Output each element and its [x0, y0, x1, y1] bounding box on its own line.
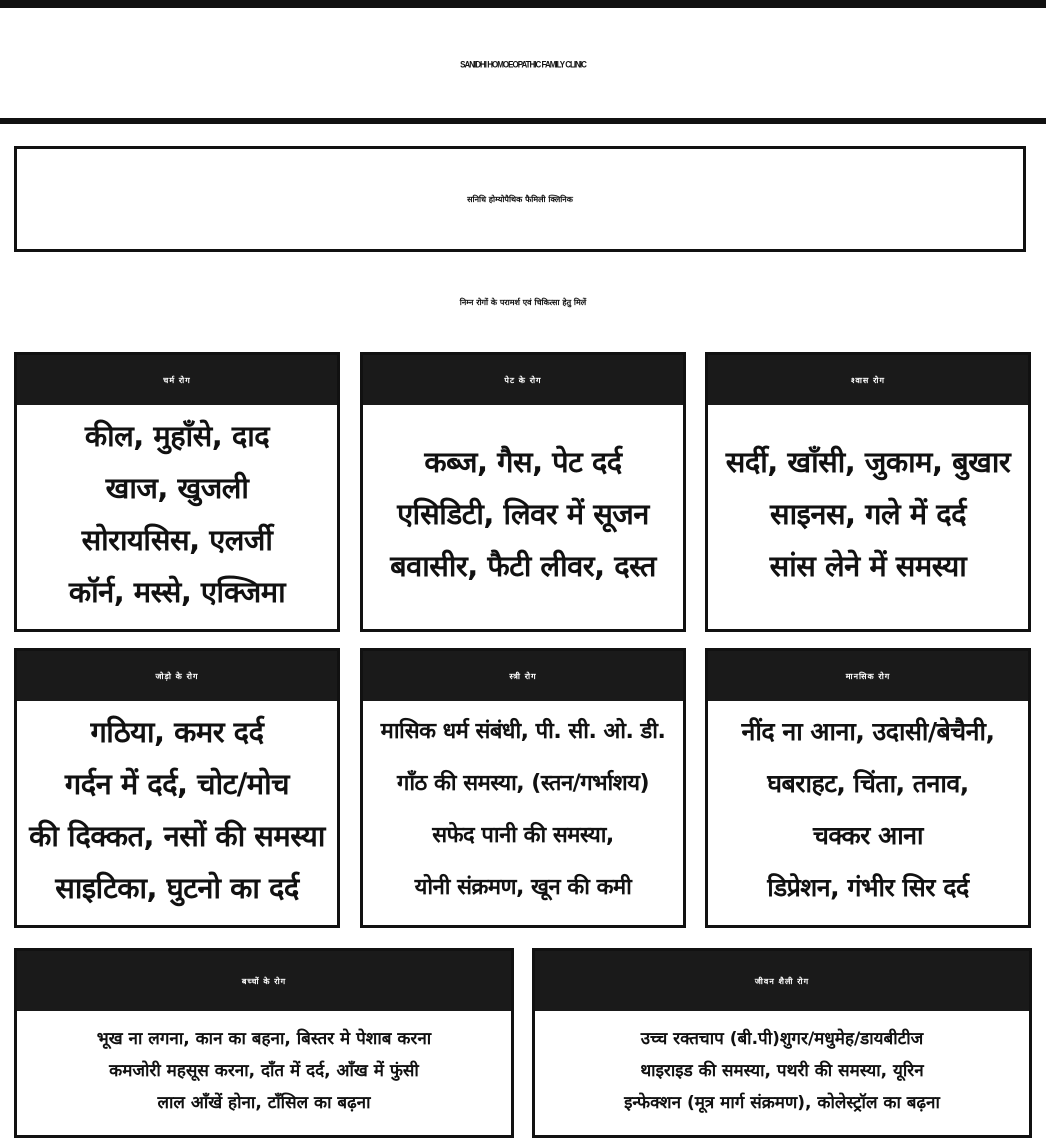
clinic-title-hindi: सनिधि होम्योपैथिक फैमिली क्लिनिक [14, 146, 1026, 252]
card-line: साइटिका, घुटनो का दर्द [55, 871, 299, 905]
card-womens-diseases [360, 648, 686, 928]
card-line: नींद ना आना, उदासी/बेचैनी, [741, 717, 995, 746]
card-joint-diseases [14, 648, 340, 928]
card-line: चक्कर आना [812, 821, 924, 850]
card-title: मानसिक रोग [708, 651, 1028, 701]
card-title: चर्म रोग [17, 355, 337, 405]
card-body [708, 405, 1028, 623]
card-title: जोड़ो के रोग [17, 651, 337, 701]
card-body [363, 701, 683, 919]
card-mental-diseases [705, 648, 1031, 928]
card-line: इन्फेक्शन (मूत्र मार्ग संक्रमण), कोलेस्ट्रॉल का बढ़ना [624, 1093, 940, 1113]
card-line: कील, मुहाँसे, दाद [84, 419, 270, 453]
card-line: साइनस, गले में दर्द [770, 497, 966, 531]
card-line: सोरायसिस, एलर्जी [81, 523, 273, 557]
card-respiratory-diseases [705, 352, 1031, 632]
card-line: सफेद पानी की समस्या, [432, 823, 614, 848]
card-body [708, 701, 1028, 919]
card-title: बच्चों के रोग [17, 951, 511, 1011]
card-skin-diseases [14, 352, 340, 632]
card-line: भूख ना लगना, कान का बहना, बिस्तर मे पेशाब करना [96, 1029, 432, 1049]
card-line: की दिक्कत, नसों की समस्या [29, 819, 325, 853]
card-line: डिप्रेशन, गंभीर सिर दर्द [767, 873, 969, 902]
card-line: घबराहट, चिंता, तनाव, [767, 769, 969, 798]
clinic-title-english: SANIDHI HOMOEOPATHIC FAMILY CLINIC [460, 58, 586, 70]
card-body [535, 1011, 1029, 1127]
card-line: गठिया, कमर दर्द [90, 715, 264, 749]
top-rule [0, 0, 1046, 8]
card-lifestyle-diseases [532, 948, 1032, 1138]
subtitle: निम्न रोगों के परामर्श एवं चिकित्सा हेतु मिलें [459, 297, 587, 307]
card-line: कमजोरी महसूस करना, दाँत में दर्द, आँख में फुंसी [109, 1061, 419, 1081]
card-line: बवासीर, फैटी लीवर, दस्त [390, 549, 656, 583]
card-line: लाल आँखें होना, टॉंसिल का बढ़ना [157, 1093, 371, 1113]
title-rule [0, 118, 1046, 124]
card-line: कब्ज, गैस, पेट दर्द [424, 445, 622, 479]
card-title: पेट के रोग [363, 355, 683, 405]
card-title: श्वास रोग [708, 355, 1028, 405]
card-body [17, 701, 337, 919]
card-line: कॉर्न, मस्से, एक्जिमा [68, 575, 286, 609]
card-line: खाज, खुजली [105, 471, 249, 505]
card-title: स्त्री रोग [363, 651, 683, 701]
card-line: सर्दी, खाँसी, जुकाम, बुखार [725, 445, 1011, 479]
card-line: एसिडिटी, लिवर में सूजन [397, 497, 649, 531]
card-body [17, 1011, 511, 1127]
card-line: उच्च रक्तचाप (बी.पी)शुगर/मधुमेह/डायबीटीज [640, 1029, 924, 1049]
card-line: योनी संक्रमण, खून की कमी [414, 875, 632, 900]
card-stomach-diseases [360, 352, 686, 632]
card-line: मासिक धर्म संबंधी, पी. सी. ओ. डी. [380, 719, 666, 744]
card-body [17, 405, 337, 623]
card-line: गर्दन में दर्द, चोट/मोच [64, 767, 290, 801]
card-title: जीवन शैली रोग [535, 951, 1029, 1011]
card-body [363, 405, 683, 623]
card-childrens-diseases [14, 948, 514, 1138]
card-line: गाँठ की समस्या, (स्तन/गर्भाशय) [396, 771, 650, 796]
card-line: थाइराइड की समस्या, पथरी की समस्या, यूरिन [640, 1061, 924, 1081]
card-line: सांस लेने में समस्या [769, 549, 967, 583]
